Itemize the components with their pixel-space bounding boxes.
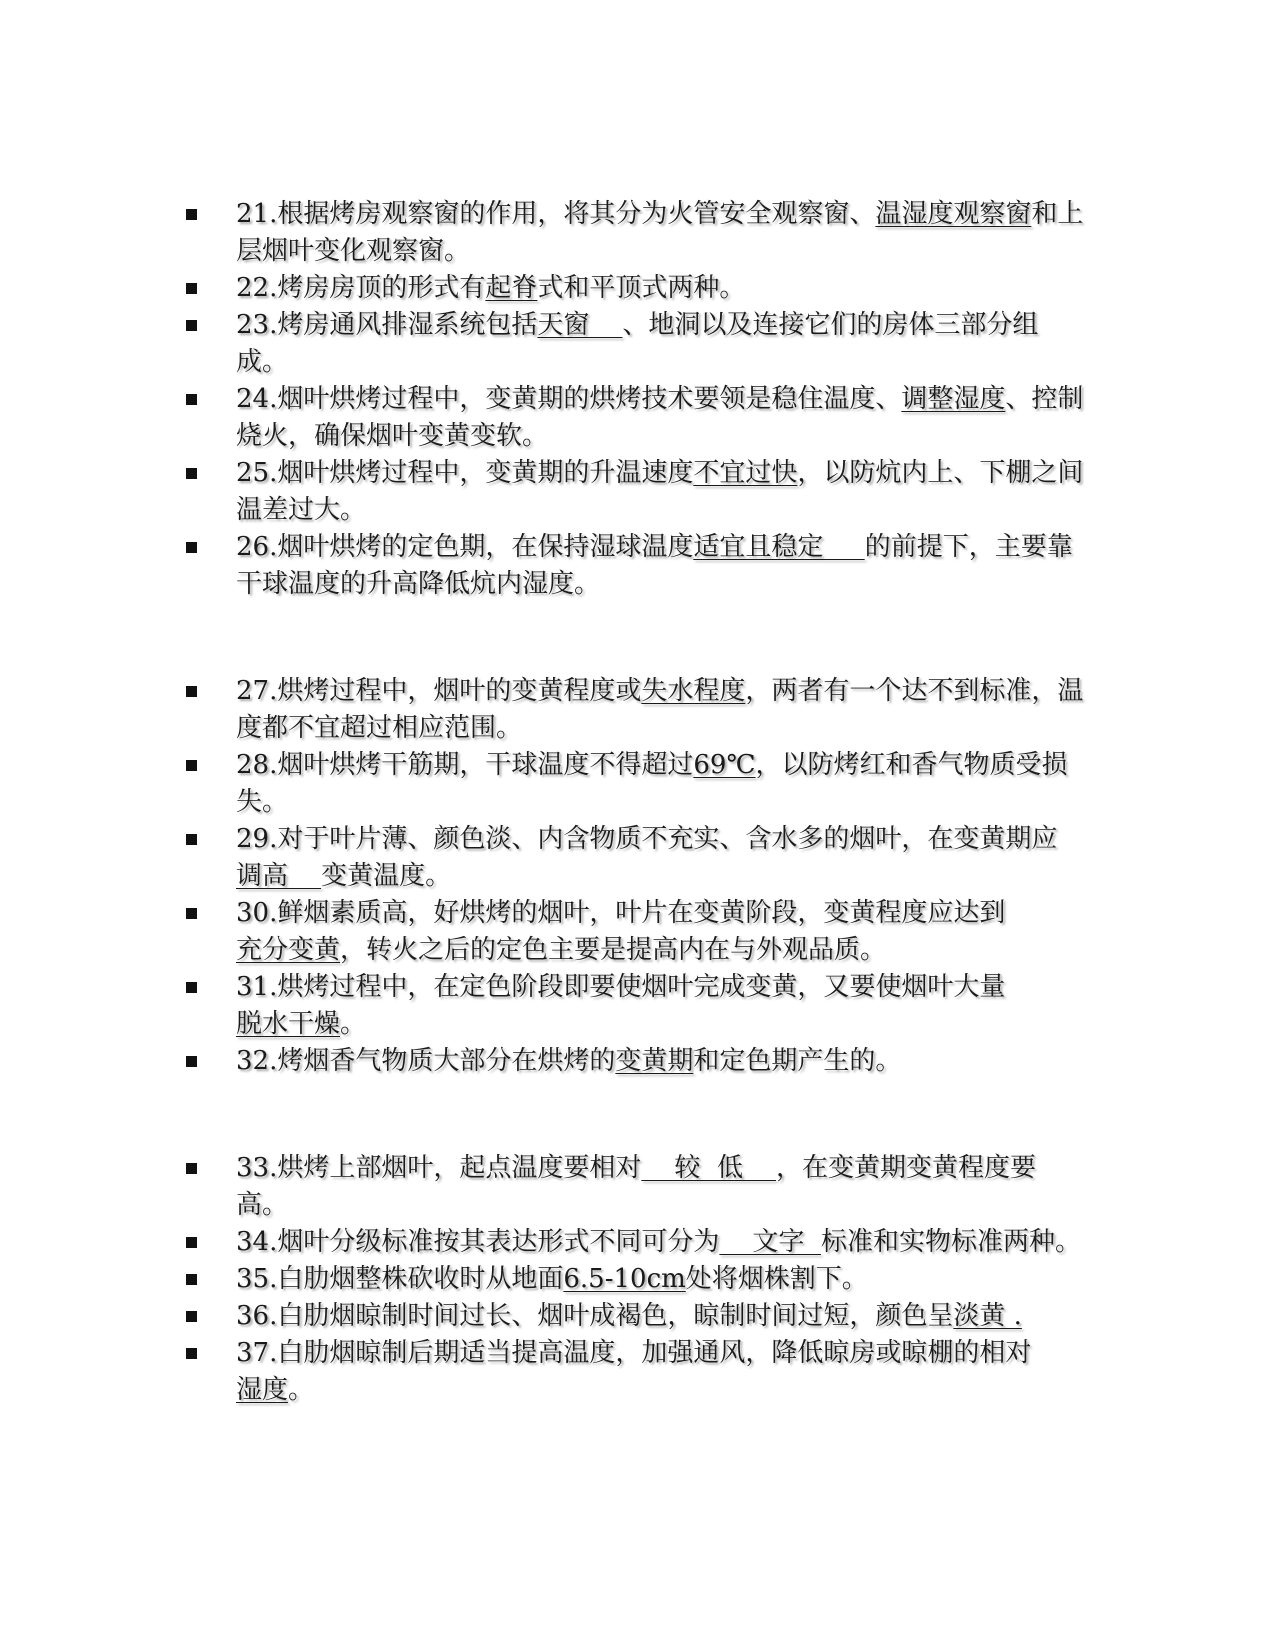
question-text: 28.烟叶烘烤干筋期，干球温度不得超过 (236, 750, 694, 780)
answer-text: 脱水干燥 (236, 1009, 341, 1039)
question-text: 36.白肋烟晾制时间过长、烟叶成褐色，晾制时间过短，颜色呈 (236, 1301, 954, 1331)
list-item (186, 969, 1086, 1043)
answer-text: 失水程度 (641, 676, 746, 706)
answer-text: 文字 (719, 1227, 821, 1257)
list-item (186, 381, 1086, 455)
answer-text: 湿度 (236, 1375, 289, 1405)
list-item (186, 1261, 1086, 1298)
list-item (186, 747, 1086, 821)
question-text: 和上层烟叶变化观察窗。 (236, 199, 1084, 266)
list-item (186, 1335, 1086, 1409)
question-text: 22.烤房房顶的形式有 (236, 273, 486, 303)
square-bullet-icon (186, 1237, 197, 1248)
question-text: 26.烟叶烘烤的定色期，在保持湿球温度 (236, 532, 694, 562)
square-bullet-icon (186, 283, 197, 294)
question-text: 21.根据烤房观察窗的作用，将其分为火管安全观察窗、 (236, 199, 876, 229)
list-item (186, 821, 1086, 895)
answer-text: 6.5-10cm (563, 1264, 686, 1294)
square-bullet-icon (186, 1274, 197, 1285)
list-item (186, 1150, 1086, 1224)
answer-text: 淡黄 . (953, 1301, 1022, 1331)
answer-text: 充分变黄 (236, 935, 341, 965)
square-bullet-icon (186, 209, 197, 220)
question-text: 、地洞以及连接它们的房体三部分组成。 (236, 310, 1039, 377)
list-item (186, 1298, 1086, 1335)
question-text: 处将烟株割下。 (685, 1264, 868, 1294)
question-text: ，以防炕内上、下棚之间温差过大。 (236, 458, 1084, 525)
square-bullet-icon (186, 686, 197, 697)
question-text: 和定色期产生的。 (693, 1046, 902, 1076)
question-text: ，在变黄期变黄程度要高。 (236, 1153, 1037, 1220)
question-text: 30.鲜烟素质高，好烘烤的烟叶，叶片在变黄阶段，变黄程度应达到 (236, 898, 1006, 928)
list-item (186, 1224, 1086, 1261)
list-item (186, 895, 1086, 969)
list-item (186, 529, 1086, 603)
question-text: 25.烟叶烘烤过程中，变黄期的升温速度 (236, 458, 694, 488)
question-text: 变黄温度。 (321, 861, 452, 891)
question-text: 式和平顶式两种。 (537, 273, 746, 303)
square-bullet-icon (186, 1056, 197, 1067)
answer-text: 调高 (236, 861, 322, 891)
answer-text: 调整湿度 (901, 384, 1006, 414)
list-item (186, 673, 1086, 747)
question-text: 。 (288, 1375, 315, 1405)
question-text: ，转火之后的定色主要是提高内在与外观品质。 (340, 935, 887, 965)
question-text: ，两者有一个达不到标准，温度都不宜超过相应范围。 (236, 676, 1084, 743)
square-bullet-icon (186, 1163, 197, 1174)
question-text: 27.烘烤过程中，烟叶的变黄程度或 (236, 676, 642, 706)
question-text: 35.白肋烟整株砍收时从地面 (236, 1264, 564, 1294)
question-text: 23.烤房通风排湿系统包括 (236, 310, 538, 340)
list-item (186, 307, 1086, 381)
question-text: 29.对于叶片薄、颜色淡、内含物质不充实、含水多的烟叶，在变黄期应 (236, 824, 1058, 854)
question-text: 。 (340, 1009, 367, 1039)
square-bullet-icon (186, 1311, 197, 1322)
answer-text: 69℃ (693, 750, 756, 780)
square-bullet-icon (186, 468, 197, 479)
square-bullet-icon (186, 320, 197, 331)
question-text: 34.烟叶分级标准按其表达形式不同可分为 (236, 1227, 720, 1257)
square-bullet-icon (186, 542, 197, 553)
answer-text: 变黄期 (615, 1046, 694, 1076)
question-text: 24.烟叶烘烤过程中，变黄期的烘烤技术要领是稳住温度、 (236, 384, 902, 414)
question-text: 的前提下，主要靠干球温度的升高降低炕内湿度。 (236, 532, 1073, 599)
square-bullet-icon (186, 982, 197, 993)
square-bullet-icon (186, 760, 197, 771)
answer-text: 天窗 (537, 310, 623, 340)
question-text: 37.白肋烟晾制后期适当提高温度，加强通风，降低晾房或晾棚的相对 (236, 1338, 1032, 1368)
question-list (186, 196, 1086, 1409)
question-text: 31.烘烤过程中，在定色阶段即要使烟叶完成变黄，又要使烟叶大量 (236, 972, 1006, 1002)
answer-text: 温湿度观察窗 (875, 199, 1032, 229)
answer-text: 适宜且稳定 (693, 532, 865, 562)
square-bullet-icon (186, 908, 197, 919)
square-bullet-icon (186, 834, 197, 845)
answer-text: 不宜过快 (693, 458, 798, 488)
question-text: ，以防烤红和香气物质受损失。 (236, 750, 1068, 817)
square-bullet-icon (186, 394, 197, 405)
question-text: 32.烤烟香气物质大部分在烘烤的 (236, 1046, 616, 1076)
list-item (186, 455, 1086, 529)
list-item (186, 270, 1086, 307)
answer-text: 较 低 (641, 1153, 777, 1183)
list-item (186, 196, 1086, 270)
square-bullet-icon (186, 1348, 197, 1359)
list-item (186, 1043, 1086, 1080)
question-text: 标准和实物标准两种。 (820, 1227, 1081, 1257)
question-text: 、控制烧火，确保烟叶变黄变软。 (236, 384, 1084, 451)
answer-text: 起脊 (485, 273, 538, 303)
question-text: 33.烘烤上部烟叶，起点温度要相对 (236, 1153, 642, 1183)
